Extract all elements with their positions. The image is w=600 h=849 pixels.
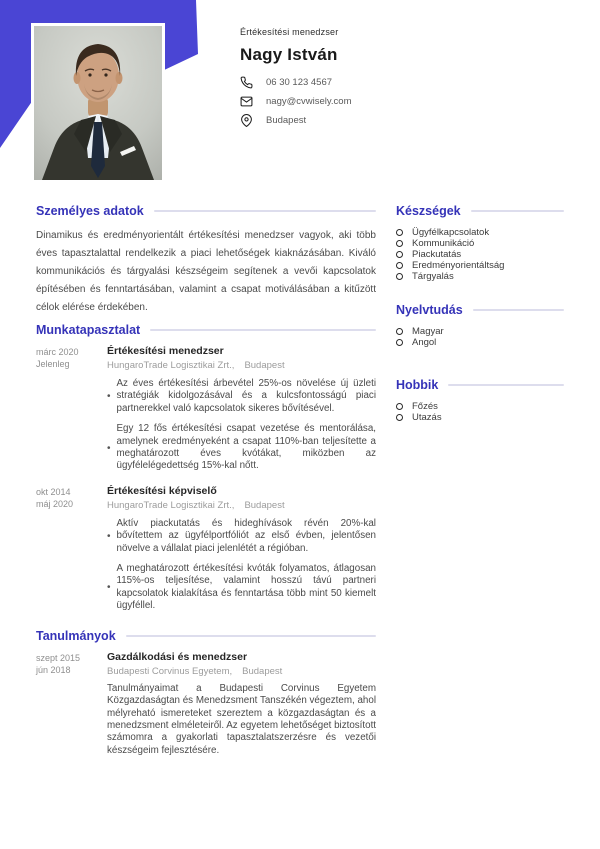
section-experience (36, 323, 376, 613)
section-personal (36, 204, 376, 317)
section-title-skills: Készségek (396, 204, 461, 218)
contact-location (240, 114, 352, 127)
bullet-text: • Egy 12 fős értékesítési csapat vezetése és mentorálása, amelynek eredményeként a csapat 110%-ban teljesítette a meghatározott éves kvótákat, miközben az ügyfélelégedettség 15%-kal nőtt. (116, 423, 376, 472)
circle-bullet-icon (396, 414, 403, 421)
header (240, 27, 352, 133)
skill-item (396, 271, 564, 282)
contact-phone (240, 76, 352, 89)
skill-label: Eredményorientáltság (412, 260, 505, 271)
school-name: Budapesti Corvinus Egyetem, (107, 665, 233, 677)
location-text: Budapest (266, 115, 307, 126)
person-name: Nagy István (240, 45, 338, 64)
entry-body (107, 485, 376, 613)
heading-rule (150, 329, 376, 331)
section-heading (36, 629, 376, 643)
date-to: Jelenleg (36, 359, 70, 369)
date-to: máj 2020 (36, 498, 74, 509)
company-location: Budapest (244, 499, 285, 511)
section-hobbies (396, 378, 564, 423)
hobby-label: Utazás (412, 412, 442, 423)
company-location: Budapest (244, 360, 285, 371)
skill-label: Piackutatás (412, 249, 462, 260)
heading-rule (471, 210, 564, 212)
school-line (107, 666, 376, 678)
circle-bullet-icon (396, 229, 403, 236)
bullet-item (107, 423, 376, 473)
language-label: Magyar (412, 326, 444, 337)
contact-email (240, 95, 352, 108)
section-title-experience: Munkatapasztalat (36, 323, 141, 337)
job-role: Értékesítési menedzser (107, 345, 224, 357)
language-label: Angol (412, 337, 437, 348)
heading-rule (126, 635, 376, 637)
skill-item (396, 249, 564, 260)
skill-item (396, 260, 564, 271)
heading-rule (448, 384, 564, 386)
company-name: HungaroTrade Logisztikai Zrt., (107, 360, 235, 371)
education-description: Tanulmányaimat a Budapesti Corvinus Egyetem Közgazdaságtan és Menedzsment Tanszékén végeztem, ahol mélyreható ismereteket szereztem a közgazdaságtan és a menedzsment elméleteiről. Az egyetem lehetőséget biztosított számomra a gyakorlati tapasztalatszerzésre és vezetői készségeim fejlesztésére. (107, 682, 377, 756)
entry-body (107, 651, 376, 757)
entry-dates (36, 651, 107, 757)
language-item (396, 326, 564, 337)
circle-bullet-icon (396, 262, 403, 269)
date-to: jún 2018 (36, 664, 71, 675)
mail-icon (240, 95, 253, 108)
date-from: szept 2015 (36, 652, 81, 663)
personal-summary: Dinamikus és eredményorientált értékesítési menedzser vagyok, aki több éves tapasztalattal rendelkezik a piaci lehetőségek kiaknázásában. Kiváló kommunikációs és tárgyalási készségeim segítenek a vevői kapcsolatok építésében és fenntartásában, valamint a csapat motiválásában a kitűzött célok elérése érdekében. (36, 230, 376, 313)
skill-item (396, 227, 564, 238)
skill-item (396, 238, 564, 249)
company-name: HungaroTrade Logisztikai Zrt., (107, 499, 235, 511)
section-title-hobbies: Hobbik (396, 378, 439, 392)
hobby-label: Főzés (412, 401, 438, 412)
left-column (36, 204, 376, 757)
email-address: nagy@cvwisely.com (266, 96, 352, 107)
hobby-item (396, 401, 564, 412)
job-role: Értékesítési képviselő (107, 484, 217, 497)
section-skills (396, 204, 564, 282)
section-title-languages: Nyelvtudás (396, 303, 463, 317)
section-heading (36, 323, 376, 337)
circle-bullet-icon (396, 273, 403, 280)
circle-bullet-icon (396, 251, 403, 258)
right-column (396, 204, 564, 423)
skill-label: Kommunikáció (412, 238, 475, 249)
hobbies-list (396, 401, 564, 423)
section-title-personal: Személyes adatok (36, 204, 144, 218)
phone-number: 06 30 123 4567 (266, 77, 333, 88)
skills-list (396, 227, 564, 282)
section-languages (396, 303, 564, 348)
heading-rule (154, 210, 376, 212)
section-heading (396, 303, 564, 317)
bullet-text: • A meghatározott értékesítési kvóták folyamatos, átlagosan 115%-os teljesítése, valamint hosszú távú partneri kapcsolatok kialakítása és fenntartása több mint 50 kiemelt ügyféllel. (116, 563, 376, 612)
bullet-text: • Aktív piackutatás és hideghívások révén 20%-kal bővítettem az ügyfélportfóliót az első évben, jelentősen növelve a vállalat piaci jelenlétét a régióban. (116, 517, 376, 554)
experience-entry-1 (36, 345, 376, 473)
section-title-education: Tanulmányok (36, 628, 116, 643)
circle-bullet-icon (396, 403, 403, 410)
section-education (36, 629, 376, 757)
header-job-title: Értékesítési menedzser (240, 27, 339, 37)
contact-list (240, 76, 352, 127)
entry-dates (36, 345, 107, 473)
hobby-item (396, 412, 564, 423)
skill-label: Ügyfélkapcsolatok (412, 227, 490, 238)
job-company-line (107, 360, 376, 372)
heading-rule (473, 309, 564, 311)
phone-icon (240, 76, 253, 89)
date-from: okt 2014 (36, 486, 71, 497)
languages-list (396, 326, 564, 348)
bullet-item (107, 518, 376, 555)
date-from: márc 2020 (36, 347, 79, 357)
experience-entry-2 (36, 485, 376, 613)
location-icon (240, 114, 253, 127)
job-bullets (107, 378, 376, 473)
profile-photo (34, 26, 162, 180)
portrait-illustration (34, 26, 162, 180)
degree-title: Gazdálkodási és menedzser (107, 650, 248, 663)
section-heading (396, 378, 564, 392)
education-entry (36, 651, 376, 757)
bullet-item (107, 378, 376, 415)
circle-bullet-icon (396, 240, 403, 247)
section-heading (36, 204, 376, 218)
circle-bullet-icon (396, 328, 403, 335)
entry-dates (36, 485, 107, 613)
language-item (396, 337, 564, 348)
skill-label: Tárgyalás (412, 271, 454, 282)
bullet-item (107, 563, 376, 613)
job-company-line (107, 500, 376, 512)
circle-bullet-icon (396, 339, 403, 346)
entry-body (107, 345, 376, 473)
section-heading (396, 204, 564, 218)
school-location: Budapest (242, 665, 283, 677)
job-bullets (107, 518, 376, 613)
bullet-text: • Az éves értékesítési árbevétel 25%-os növelése új üzleti stratégiák kidolgozásával és a kulcsfontosságú piaci partnerekkel való kapcsolatok sikeres bővítésével. (116, 378, 376, 414)
